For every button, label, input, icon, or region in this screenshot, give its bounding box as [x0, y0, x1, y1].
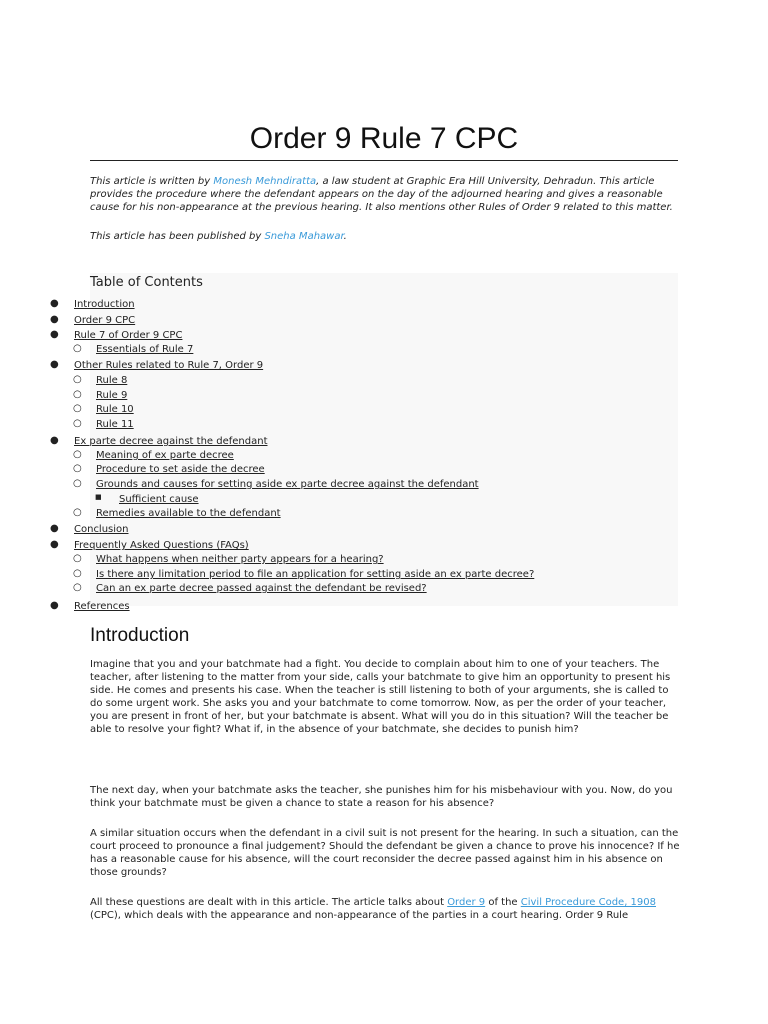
toc-item[interactable] [74, 436, 268, 448]
toc-item-label: References [74, 601, 130, 612]
toc-item-label: Rule 7 of Order 9 CPC [74, 330, 183, 341]
toc-item-label: Other Rules related to Rule 7, Order 9 [74, 360, 264, 371]
toc-item-label: Essentials of Rule 7 [96, 344, 194, 355]
toc-bullet-icon: ○ [73, 403, 82, 414]
author-link[interactable]: Monesh Mehndiratta [213, 176, 317, 187]
byline-suffix: , a law student at Graphic Era Hill University, Dehradun. This article provides the procedure where the defendant appears on the day of the adjourned hearing and gives a reasonable cause for his non-appearance at the previous hearing. It also mentions other Rules of Order 9 related to this matter. [90, 176, 673, 213]
toc-item-label: Rule 8 [96, 375, 128, 386]
intro-paragraph-4 [90, 896, 682, 922]
toc-item[interactable] [96, 390, 127, 402]
toc-bullet-icon: ○ [73, 463, 82, 474]
toc-bullet-icon: ● [50, 359, 59, 370]
toc-bullet-icon: ○ [73, 418, 82, 429]
toc-item-label: Rule 9 [96, 390, 128, 401]
article-byline [90, 175, 678, 243]
toc-item[interactable] [96, 450, 234, 462]
toc-item[interactable] [74, 299, 135, 311]
cpc-link[interactable]: Civil Procedure Code, 1908 [520, 897, 656, 908]
toc-bullet-icon: ○ [73, 343, 82, 354]
toc-bullet-icon: ○ [73, 568, 82, 579]
toc-item-label: What happens when neither party appears for a hearing? [96, 554, 384, 565]
toc-bullet-icon: ○ [73, 507, 82, 518]
toc-item[interactable] [96, 375, 127, 387]
toc-bullet-icon: ■ [95, 493, 102, 501]
toc-item-label: Procedure to set aside the decree [96, 464, 265, 475]
p4-text-b: of the [485, 897, 521, 908]
toc-item-label: Sufficient cause [119, 494, 199, 505]
byline-prefix: This article is written by [90, 176, 214, 187]
introduction-heading: Introduction [90, 625, 190, 646]
toc-item[interactable] [74, 315, 135, 327]
toc-item-label: Introduction [74, 299, 135, 310]
toc-item-label: Is there any limitation period to file an application for setting aside an ex parte decree? [96, 569, 535, 580]
intro-paragraph-3: A similar situation occurs when the defendant in a civil suit is not present for the hearing. In such a situation, can the court proceed to pronounce a final judgement? Should the defendant be given a chance to prove his innocence? If he has a reasonable cause for his absence, will the court reconsider the decree passed against him in his absence on those grounds? [90, 828, 680, 878]
toc-bullet-icon: ● [50, 298, 59, 309]
toc-item[interactable] [96, 569, 534, 581]
toc-item[interactable] [96, 479, 479, 491]
toc-item[interactable] [96, 344, 193, 356]
toc-item[interactable] [74, 540, 249, 552]
page-title: Order 9 Rule 7 CPC [249, 122, 519, 155]
toc-item-label: Rule 10 [96, 404, 134, 415]
toc-item-label: Grounds and causes for setting aside ex parte decree against the defendant [96, 479, 479, 490]
toc-bullet-icon: ○ [73, 582, 82, 593]
toc-bullet-icon: ○ [73, 478, 82, 489]
toc-item-label: Ex parte decree against the defendant [74, 436, 268, 447]
toc-bullet-icon: ○ [73, 389, 82, 400]
publisher-paragraph [90, 230, 678, 243]
toc-bullet-icon: ○ [73, 449, 82, 460]
byline-paragraph [90, 175, 678, 214]
publisher-prefix: This article has been published by [90, 231, 265, 242]
toc-item[interactable] [119, 494, 199, 506]
title-divider [90, 160, 678, 161]
table-of-contents [50, 273, 678, 612]
toc-item[interactable] [96, 508, 281, 520]
toc-item[interactable] [96, 404, 134, 416]
publisher-suffix: . [343, 231, 347, 242]
toc-item[interactable] [74, 330, 182, 342]
toc-bullet-icon: ○ [73, 374, 82, 385]
order-9-link[interactable]: Order 9 [447, 897, 486, 908]
toc-item-label: Conclusion [74, 524, 129, 535]
toc-heading: Table of Contents [90, 275, 203, 290]
toc-item-label: Order 9 CPC [74, 315, 136, 326]
toc-bullet-icon: ● [50, 329, 59, 340]
toc-bullet-icon: ● [50, 539, 59, 550]
intro-paragraph-1: Imagine that you and your batchmate had a fight. You decide to complain about him to one of your teachers. The teacher, after listening to the matter from your side, calls your batchmate to give him an opportunity to present his side. He comes and presents his case. When the teacher is still listening to both of your arguments, she is called to do some urgent work. She asks you and your batchmate to come tomorrow. Now, as per the order of your teacher, you are present in front of her, but your batchmate is absent. What will you do in this situation? Will the teacher be able to resolve your fight? What if, in the absence of your batchmate, she decides to punish him? [90, 659, 671, 735]
p4-text-a: All these questions are dealt with in this article. The article talks about [90, 897, 448, 908]
toc-bullet-icon: ● [50, 600, 59, 611]
toc-bullet-icon: ● [50, 435, 59, 446]
toc-bullet-icon: ○ [73, 553, 82, 564]
toc-bullet-icon: ● [50, 523, 59, 534]
toc-item[interactable] [74, 360, 263, 372]
toc-item-label: Can an ex parte decree passed against the defendant be revised? [96, 583, 427, 594]
toc-item-label: Frequently Asked Questions (FAQs) [74, 540, 249, 551]
toc-item[interactable] [74, 601, 130, 613]
toc-item-label: Meaning of ex parte decree [96, 450, 234, 461]
intro-paragraph-2: The next day, when your batchmate asks the teacher, she punishes him for his misbehaviour with you. Now, do you think your batchmate must be given a chance to state a reason for his absence? [90, 785, 673, 809]
toc-item[interactable] [96, 554, 384, 566]
toc-bullet-icon: ● [50, 314, 59, 325]
toc-item[interactable] [96, 419, 134, 431]
toc-item[interactable] [96, 464, 265, 476]
toc-item-label: Remedies available to the defendant [96, 508, 281, 519]
toc-list [50, 273, 678, 612]
toc-item-label: Rule 11 [96, 419, 134, 430]
toc-item[interactable] [74, 524, 129, 536]
toc-item[interactable] [96, 583, 427, 595]
p4-text-c: (CPC), which deals with the appearance and non-appearance of the parties in a court hearing. Order 9 Rule [90, 910, 629, 921]
publisher-link[interactable]: Sneha Mahawar [264, 231, 344, 242]
